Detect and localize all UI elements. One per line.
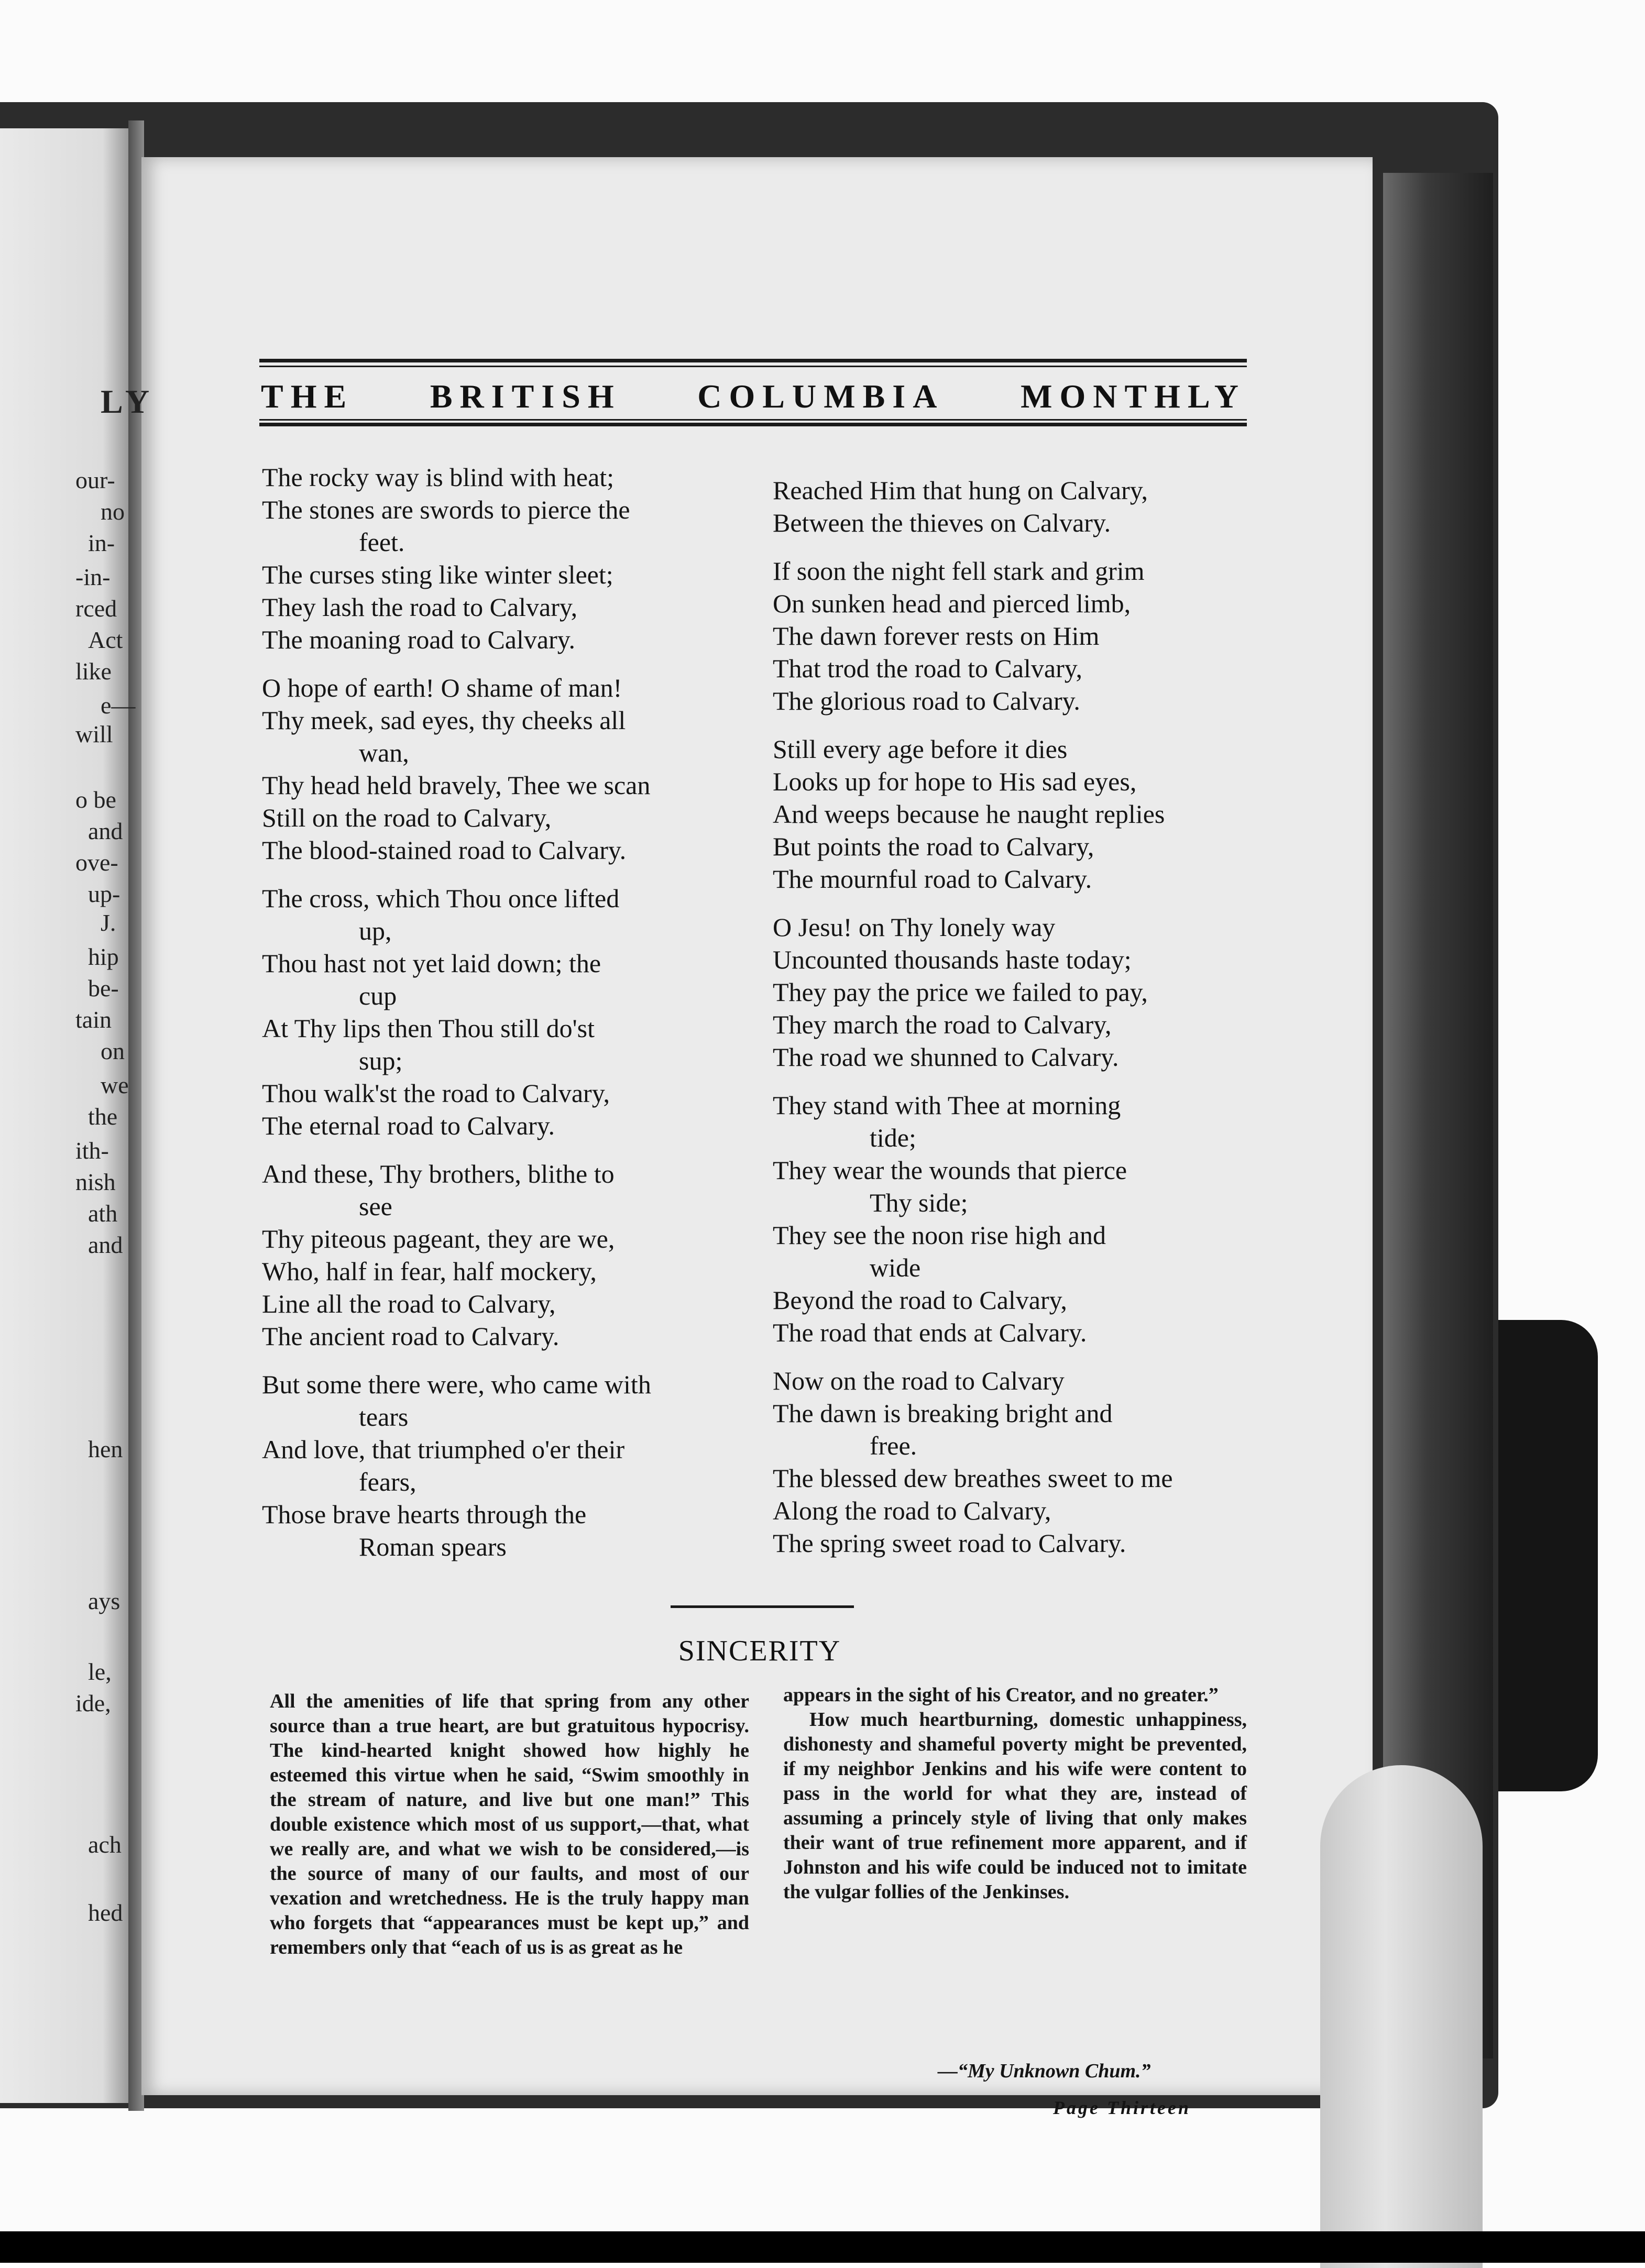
poem-line: Those brave hearts through the [262,1500,587,1529]
poem-line: And love, that triumphed o'er their [262,1435,625,1464]
left-page-fragment: on [101,1038,125,1064]
poem-line: Thy meek, sad eyes, thy cheeks all [262,706,626,735]
left-page-fragment: our- [75,467,115,493]
poem-stanza [262,671,749,866]
poem-line: Between the thieves on Calvary. [773,508,1111,537]
poem-stanza [262,882,749,1142]
poem-line: sup; [359,1046,403,1075]
article-paragraph: How much heartburning, domestic unhappiness, dishonesty and shameful poverty might be prevented, if my neighbor Jenkins and his wife were content to pass in the world for what they are, instead of assuming a princely style of living that only makes their want of true refinement more apparent, and if Johnston and his wife could be induced not to imitate the vulgar follies of the Jenkinses. [783,1709,1247,1903]
poem-line: Thy piteous pageant, they are we, [262,1224,615,1253]
poem-line: Beyond the road to Calvary, [773,1285,1067,1315]
left-page-fragment: and [88,1231,123,1258]
left-page-fragment: hip [88,943,119,970]
article-paragraph: All the amenities of life that spring from any other source than a true heart, are but gratuitous hypocrisy. The kind-hearted knight showed how highly he esteemed this virtue when he said, “Swim smoothly in the stream of nature, and live but one man!” This double existence which most of us support,—that, what we really are, and what we wish to be considered,—is the source of many of our faults, and most of our vexation and wretchedness. He is the truly happy man who forgets that “appearances must be kept up,” and remembers only that “each of us is as great as he [270,1690,749,1958]
poem-line: And weeps because he naught replies [773,799,1165,829]
poem-stanza [773,911,1255,1073]
left-page-fragment: we [101,1072,129,1098]
page-holder-paddle [1320,1765,1483,2268]
poem-line: On sunken head and pierced limb, [773,589,1131,618]
poem-stanza [262,461,749,656]
left-page-fragment: ove- [75,849,118,876]
left-page-fragment: o be [75,786,116,813]
left-page-fragment: nish [75,1169,116,1195]
poem-line: The spring sweet road to Calvary. [773,1528,1126,1558]
masthead-word: THE [261,378,354,415]
poem-line: The mournful road to Calvary. [773,864,1092,894]
poem-line: Still every age before it dies [773,734,1068,764]
left-page-fragment: ith- [75,1137,109,1164]
poem-line: Looks up for hope to His sad eyes, [773,767,1137,796]
poem-line: That trod the road to Calvary, [773,654,1083,683]
poem-stanza [773,733,1255,895]
left-page-fragment: in- [88,530,115,556]
left-page-fragment: be- [88,975,119,1001]
poem-line: The moaning road to Calvary. [262,625,575,654]
poem-line: Reached Him that hung on Calvary, [773,476,1148,505]
poem-line: If soon the night fell stark and grim [773,556,1145,586]
poem-line: The blessed dew breathes sweet to me [773,1463,1173,1493]
poem-line: The stones are swords to pierce the [262,495,630,524]
poem-line: But points the road to Calvary, [773,832,1094,861]
poem-stanza [262,1158,749,1352]
left-page-fragment: ath [88,1200,118,1227]
masthead-rule-top-2 [259,366,1247,367]
poem-line: They stand with Thee at morning [773,1091,1121,1120]
left-page-fragment: Act [88,626,123,653]
left-page-fragment: le, [88,1658,112,1685]
masthead-word: MONTHLY [1021,378,1246,415]
poem-line: Along the road to Calvary, [773,1496,1051,1525]
masthead-rule-bottom-2 [259,423,1247,426]
left-page-fragment: e— [101,692,136,719]
poem-line: fears, [359,1467,416,1496]
poem-line: Still on the road to Calvary, [262,803,552,832]
poem-line: The blood-stained road to Calvary. [262,835,627,865]
poem-line: The dawn is breaking bright and [773,1399,1113,1428]
left-page-fragment: will [75,721,113,747]
poem-line: Who, half in fear, half mockery, [262,1257,597,1286]
poem-line: Roman spears [359,1532,507,1561]
poem-line: The cross, which Thou once lifted [262,884,620,913]
poem-line: At Thy lips then Thou still do'st [262,1014,595,1043]
masthead-rule-top-1 [259,359,1247,362]
poem-line: free. [870,1431,917,1460]
left-page-fragment: and [88,818,123,844]
poem-line: And these, Thy brothers, blithe to [262,1159,615,1188]
cover-tab [1498,1320,1598,1791]
poem-line: O Jesu! on Thy lonely way [773,912,1056,942]
left-page-fragment: ide, [75,1690,111,1716]
poem-line: The curses sting like winter sleet; [262,560,613,589]
section-divider [671,1605,854,1608]
poem-line: The ancient road to Calvary. [262,1322,560,1351]
poem-stanza [773,1089,1255,1349]
poem-line: Thy side; [870,1188,968,1217]
left-page-fragment: like [75,658,112,685]
poem-stanza [262,1368,749,1563]
masthead-rule-bottom-1 [259,419,1247,421]
poem-line: see [359,1192,392,1221]
poem-line: Thou walk'st the road to Calvary, [262,1078,610,1108]
masthead-word: COLUMBIA [697,378,945,415]
poem-line: O hope of earth! O shame of man! [262,673,622,702]
article-left-column [270,1689,749,1960]
left-page-fragment: -in- [75,564,111,590]
left-page-fragment: hed [88,1899,123,1926]
poem-line: They lash the road to Calvary, [262,592,578,622]
left-page-fragment: J. [101,909,116,936]
left-page-fragment: hen [88,1436,123,1462]
poem-line: wide [870,1253,921,1282]
poem-line: They wear the wounds that pierce [773,1155,1127,1185]
page-number: Page Thirteen [1053,2097,1191,2118]
left-page-fragment: tain [75,1006,112,1033]
poem-line: The dawn forever rests on Him [773,621,1100,651]
poem-line: cup [359,981,397,1010]
poem-line: But some there were, who came with [262,1370,651,1399]
poem-stanza [773,555,1255,717]
poem-line: Uncounted thousands haste today; [773,945,1132,974]
poem-line: The rocky way is blind with heat; [262,463,615,492]
poem-line: They see the noon rise high and [773,1220,1106,1250]
poem-line: They pay the price we failed to pay, [773,977,1148,1007]
article-credit: —“My Unknown Chum.” [938,2060,1151,2082]
poem-left-column [262,461,749,1579]
poem-stanza [773,1364,1255,1559]
left-page-fragment: no [101,498,125,525]
left-page-fragment: ays [88,1588,120,1614]
poem-line: The road we shunned to Calvary. [773,1042,1119,1072]
left-page-fragment: the [88,1103,118,1130]
article-paragraph: appears in the sight of his Creator, and no greater.” [783,1684,1219,1706]
left-page-fragment: ach [88,1831,122,1858]
poem-line: Thou hast not yet laid down; the [262,949,601,978]
poem-line: Now on the road to Calvary [773,1366,1065,1395]
article-title: SINCERITY [678,1635,841,1667]
poem-line: feet. [359,527,405,557]
scan-bottom-border [0,2231,1645,2263]
poem-line: The eternal road to Calvary. [262,1111,555,1140]
poem-line: Line all the road to Calvary, [262,1289,556,1318]
poem-right-column [773,474,1255,1575]
poem-line: tears [359,1402,409,1432]
poem-line: They march the road to Calvary, [773,1010,1112,1039]
poem-line: up, [359,916,392,945]
poem-line: wan, [359,738,409,767]
left-page-fragment: up- [88,880,120,907]
left-page-fragment: rced [75,595,117,622]
poem-line: The road that ends at Calvary. [773,1318,1087,1347]
poem-line: The glorious road to Calvary. [773,686,1080,715]
article-right-column [783,1683,1247,1904]
left-page-fragment: LY [101,383,155,420]
masthead-word: BRITISH [430,378,621,415]
poem-line: tide; [870,1123,916,1152]
masthead [261,377,1246,416]
poem-stanza [773,474,1255,539]
poem-line: Thy head held bravely, Thee we scan [262,770,651,800]
